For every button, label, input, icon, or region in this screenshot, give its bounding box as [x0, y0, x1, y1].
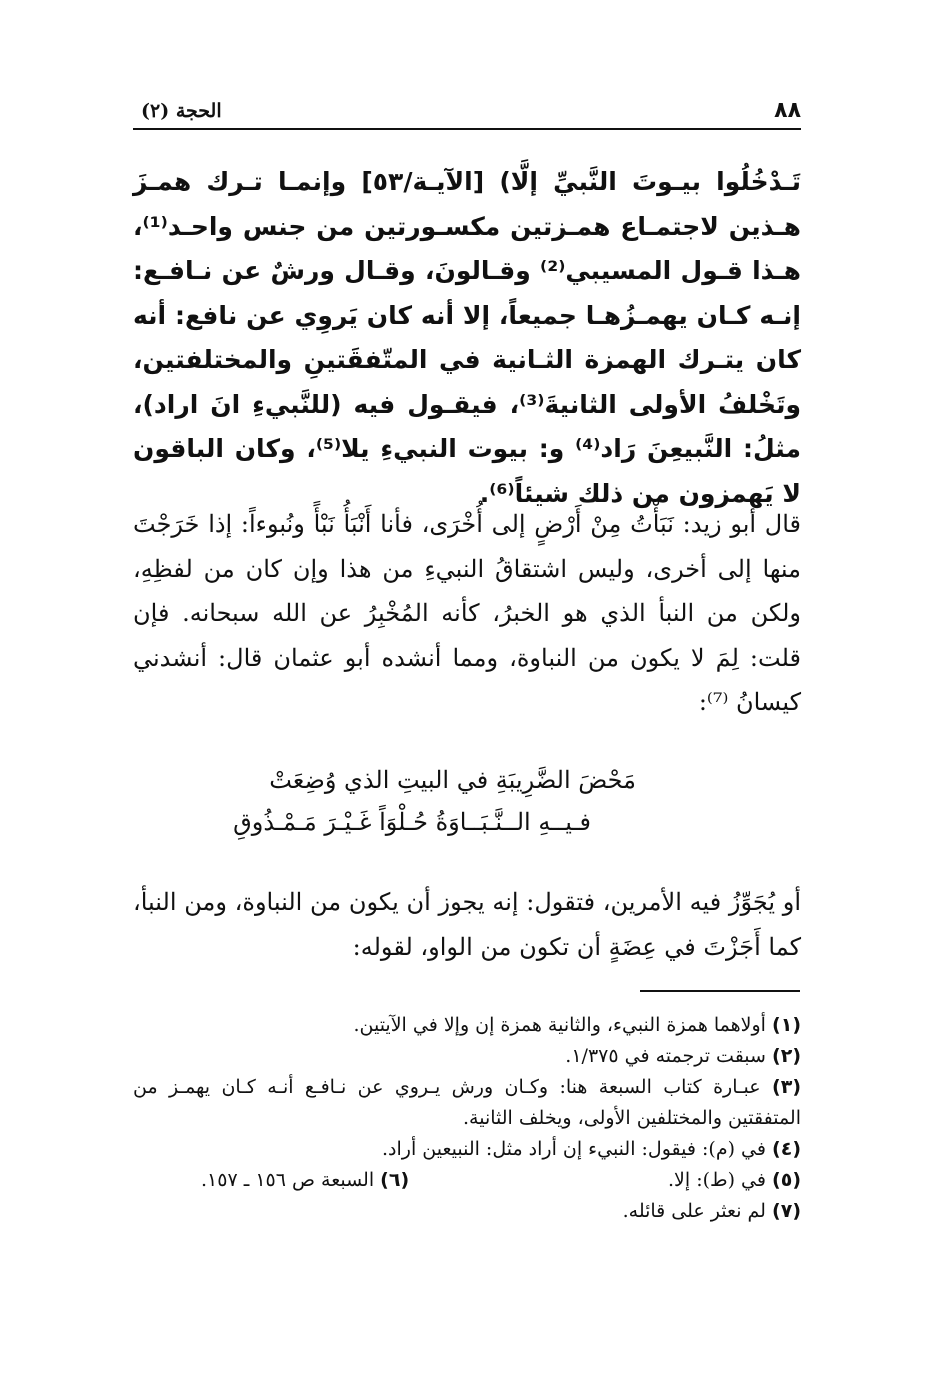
- footnote-1: [133, 1010, 801, 1041]
- body-paragraph-2-block: [133, 502, 801, 725]
- footnote-number: (٢): [772, 1045, 801, 1067]
- footnote-number: (٤): [772, 1138, 801, 1160]
- running-title: الحجة (٢): [141, 100, 222, 122]
- footnote-text: لم نعثر على قائله.: [622, 1200, 766, 1222]
- footnote-rule: [640, 990, 800, 992]
- footnote-text: سبقت ترجمته في ١/٣٧٥.: [565, 1045, 766, 1067]
- body-paragraph-3-block: [133, 880, 801, 969]
- footnote-7: [133, 1196, 801, 1227]
- footnote-number: (٣): [772, 1076, 802, 1098]
- footnote-text: في (ط): إلا.: [668, 1169, 766, 1191]
- footnote-3: [133, 1072, 801, 1134]
- page-number: ٨٨: [774, 98, 801, 123]
- footnote-number: (٧): [772, 1200, 801, 1222]
- footnote-text: السبعة ص ١٥٦ ـ ١٥٧.: [201, 1169, 375, 1191]
- body-paragraph-1-block: [133, 160, 801, 516]
- footnote-text: عبـارة كتاب السبعة هنا: وكـان ورش يـروي عن نـافـع أنـه كـان يهمـز من المتفقتين والمختلفين الأولى، ويخلف الثانية.: [133, 1076, 801, 1129]
- footnote-4: [133, 1134, 801, 1165]
- body-paragraph-3: أو يُجَوِّزُ فيه الأمرين، فتقول: إنه يجوز أن يكون من النباوة، ومن النبأ، كما أَجَزْتَ في عِضَةٍ أن تكون من الواو، لقوله:: [133, 888, 801, 961]
- footnote-number: (٦): [380, 1169, 410, 1191]
- body-paragraph-2: قال أبو زيد: نَبَأْتُ مِنْ أَرْضٍ إلى أُخْرَى، فأنا أَنْبَأُ نَبْأً ونُبوءاً: إذا خَرَجْتَ منها إلى أخرى، وليس اشتقاقُ النبيءِ من هذا وإن كان من لفظِهِ، ولكن من النبأ الذي هو الخبرُ، كأنه المُخْبِرُ عن الله سبحانه. فإن قلت: لِمَ لا يكون من النباوة، ومما أنشده أبو عثمان قال: أنشدني كيسانُ ⁽⁷⁾:: [133, 510, 802, 716]
- footnote-number: (٥): [772, 1169, 801, 1191]
- footnote-text: في (م): فيقول: النبيء إن أراد مثل: النبيعين أراد.: [381, 1138, 766, 1160]
- footnote-5: [668, 1165, 801, 1196]
- footnote-row-5-6: [201, 1165, 801, 1196]
- footnote-number: (١): [772, 1014, 801, 1036]
- footnote-2: [133, 1041, 801, 1072]
- verse-line-2: فـيــهِ الــنَّـبَــاوَةُ حُـلْوَاً غَـيْـرَ مَـمْـذُوقِ: [233, 808, 591, 836]
- body-paragraph-1: تَـدْخُلُوا بيـوتَ النَّبيِّ إلَّا) [الآيـة/٥٣] وإنمـا تـرك همـزَ هـذين لاجتمـاع همـزتين مكسـورتين من جنس واحـد⁽¹⁾، هـذا قـول المسيبي⁽²⁾ وقـالونَ، وقـال ورشٌ عن نـافـع: إنـه كـان يهمـزُهـا جميعاً، إلا أنه كان يَروِي عن نافع: أنه كان يتـرك الهمزة الثـانية في المتّفقَتينِ والمختلفتين، وتَخْلفُ الأولى الثانيةَ⁽³⁾، فيقـول فيه (للنَّبيءِ انَ اراد)، مثلُ: النَّبيعِنَ رَاد⁽⁴⁾ و: بيوت النبيءِ يلا⁽⁵⁾، وكان الباقون لا يَهمزون من ذلك شيئاً⁽⁶⁾.: [133, 167, 801, 508]
- running-head: [133, 96, 801, 130]
- footnote-text: أولاهما همزة النبيء، والثانية همزة إن وإلا في الآيتين.: [353, 1014, 766, 1036]
- header-rule: [133, 128, 801, 130]
- verse-line-1: مَحْضَ الضَّرِيبَةِ في البيتِ الذي وُضِعَتْ: [269, 766, 636, 794]
- footnotes: [133, 1010, 801, 1227]
- footnote-6: [201, 1165, 409, 1196]
